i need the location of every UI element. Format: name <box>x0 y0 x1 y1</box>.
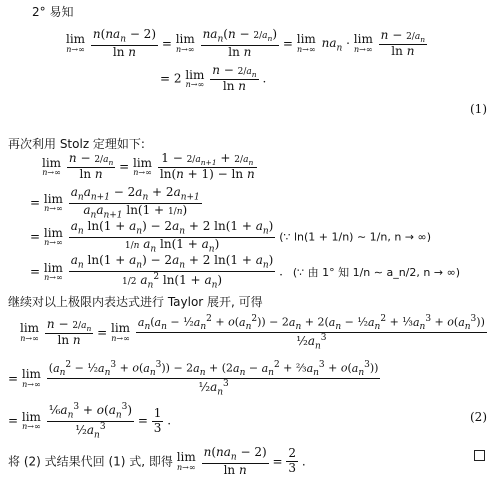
equation-number-2: (2) <box>470 410 487 424</box>
stolz-row-4-note: (∵ 由 1° 知 1/n ∼ a_n/2, n → ∞) <box>292 265 461 279</box>
equation-number-1: (1) <box>470 102 487 116</box>
stolz-row-3-note: (∵ ln(1 + 1/n) ∼ 1/n, n → ∞) <box>279 230 431 244</box>
stolz-row-3: = lim n→∞ $\frac{a_n \ln(1 + a_n) - 2a_n + 2 \ln(1 + a_n)}{1/n a_n \ln(1 + a_n)}$ (∵ ln(1 + 1/n) ∼ 1/n, n → ∞) <box>30 219 431 255</box>
conclusion-line: 将 (2) 式结果代回 (1) 式, 即得 lim n→∞ $\frac{n(na_n - 2)}{\text{ln n}}$ = $\frac{2}{3}$ . <box>8 445 306 477</box>
equation-2-row-2: = lim n→∞ $\frac{(a_n^2 - \frac{1}{2}a_n^3 + o(a_n^3)) - 2a_n + (2a_n - a_n^2 + \frac{2}{3}a_n^3 + o(a_n^3))}{\frac{1}{2}a_n^3}$ <box>8 360 379 398</box>
stolz-intro-text: 再次利用 Stolz 定理如下: <box>8 137 145 151</box>
equation-1-line-2: = 2 lim n→∞ $\frac{n - 2/a_n}{\text{ln n}}$ . <box>160 63 267 94</box>
qed-box <box>474 450 485 461</box>
stolz-row-2: = lim n→∞ $\frac{a_na_{n+1} - 2a_n + 2a_{n+1}}{a_na_{n+1} \ln(1 + 1/n)}$ <box>30 185 200 221</box>
taylor-intro-text: 继续对以上极限内表达式进行 Taylor 展开, 可得 <box>8 295 263 309</box>
stolz-row-1: lim n→∞ $\frac{n - 2/a_n}{\text{ln n}}$ = lim n→∞ $\frac{1 - 2/a_{n+1} + 2/a_n}{\text{ln(n + 1) − ln n}}$ <box>42 151 255 182</box>
stolz-row-4: = lim n→∞ $\frac{a_n \ln(1 + a_n) - 2a_n + 2 \ln(1 + a_n)}{1/2 a_n^2 \ln(1 + a_n)}$ . (∵ 由 1° 知 1/n ∼ a_n/2, n → ∞) <box>30 253 461 291</box>
equation-1-line-1: lim n→∞ $\frac{n(na_n - 2)}{\text{ln n}}$ = lim n→∞ $\frac{na_n(n - 2/a_n)}{\text{ln n}}$ = lim n→∞ $na_n$ · lim n→∞ $\frac{n - 2/a_n}{\text{ln n}}$ <box>66 27 426 59</box>
equation-2-row-3: = lim n→∞ $\frac{\frac{1}{6}a_n^3 + o(a_n^3)}{\frac{1}{2}a_n^3}$ = $\frac{1}{3}$ . <box>8 402 172 441</box>
section-heading: 2° 易知 <box>32 5 74 19</box>
equation-2-row-1: lim n→∞ $\frac{n - 2/a_n}{\text{ln n}}$ = lim n→∞ $\frac{a_n(a_n - \frac{1}{2}a_n^2 + o(a_n^2)) - 2a_n + 2(a_n - \frac{1}{2}a_n^2 + \frac{1}{3}a_n^3 + o(a_n^3))}{\frac{1}{2}a_n^3}$ <box>20 314 485 352</box>
